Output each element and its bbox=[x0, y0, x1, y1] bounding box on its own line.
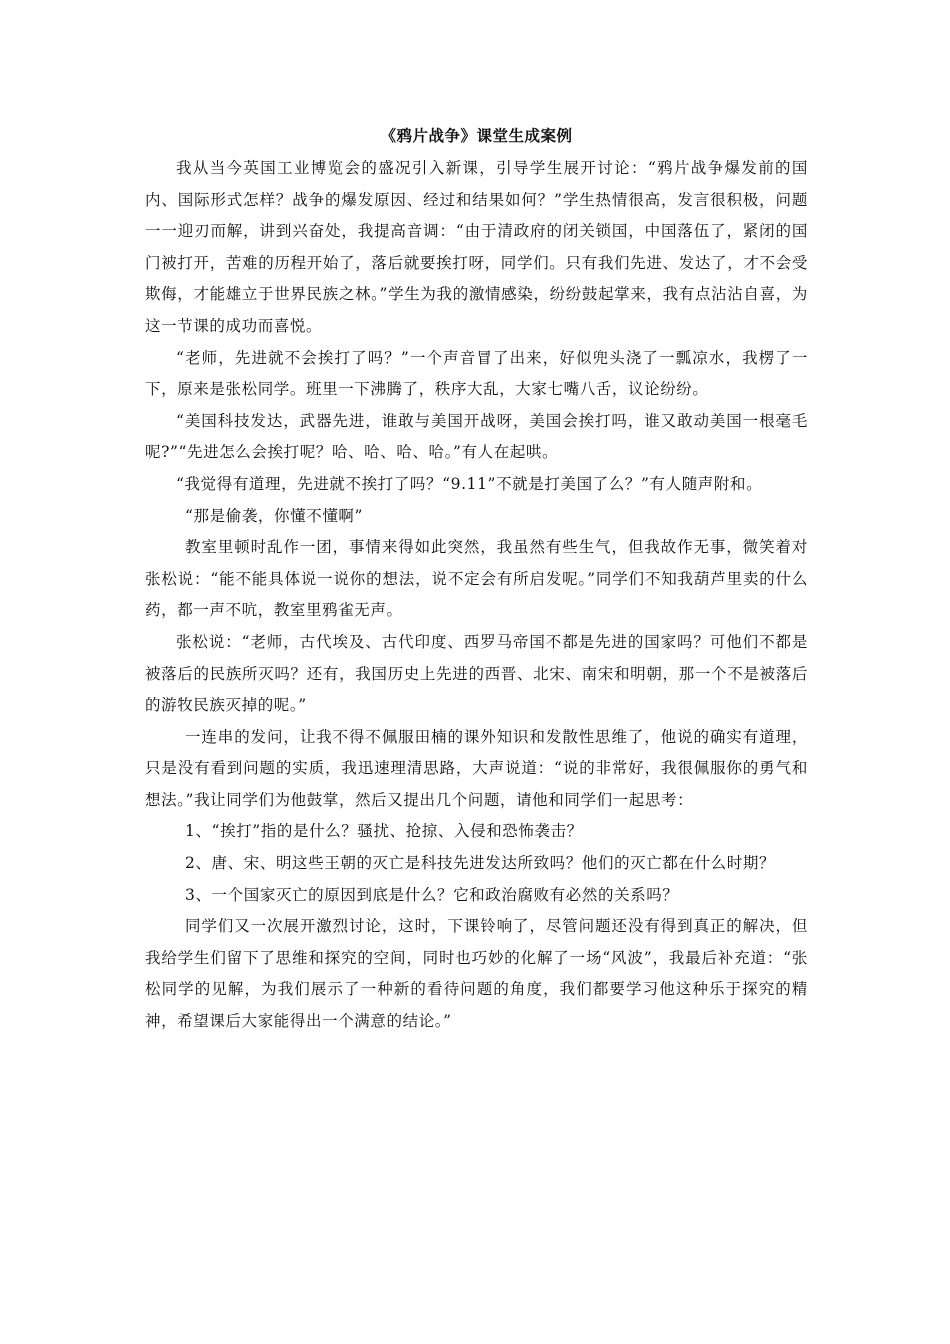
paragraph-sneak-attack: “那是偷袭，你懂不懂啊” bbox=[185, 506, 364, 525]
paragraph-zhangsong-speech: 张松说：“老师，古代埃及、古代印度、西罗马帝国不都是先进的国家吗？可他们不都是被落后的民族所灭吗？还有，我国历史上先进的西晋、北宋、南宋和明朝，那一个不是被落后的游牧民族灭掉的呢。” bbox=[145, 632, 808, 715]
document-page bbox=[145, 125, 808, 1038]
list-item-question-2: 2、唐、宋、明这些王朝的灭亡是科技先进发达所致吗？他们的灭亡都在什么时期？ bbox=[185, 854, 776, 873]
paragraph-911: “我觉得有道理，先进就不挨打了吗？“9.11”不就是打美国了么？”有人随声附和。 bbox=[176, 474, 763, 493]
paragraph-usa-debate: “美国科技发达，武器先进，谁敢与美国开战呀，美国会挨打吗，谁又敢动美国一根毫毛呢?”“先进怎么会挨打呢？哈、哈、哈、哈。”有人在起哄。 bbox=[145, 411, 808, 462]
paragraph-intro: 我从当今英国工业博览会的盛况引入新课，引导学生展开讨论：“鸦片战争爆发前的国内、国际形式怎样？战争的爆发原因、经过和结果如何？”学生热情很高，发言很积极，问题一一迎刃而解，讲到兴奋处，我提高音调：“由于清政府的闭关锁国，中国落伍了，紧闭的国门被打开，苦难的历程开始了，落后就要挨打呀，同学们。只有我们先进、发达了，才不会受欺侮，才能雄立于世界民族之林。”学生为我的激情感染，纷纷鼓起掌来，我有点沾沾自喜，为这一节课的成功而喜悦。 bbox=[145, 159, 808, 335]
list-item-question-1: 1、“挨打”指的是什么？骚扰、抢掠、入侵和恐怖袭击？ bbox=[185, 822, 583, 841]
list-item-question-3: 3、一个国家灭亡的原因到底是什么？它和政治腐败有必然的关系吗？ bbox=[185, 885, 679, 904]
paragraph-teacher-response: 一连串的发问，让我不得不佩服田楠的课外知识和发散性思维了，他说的确实有道理，只是没有看到问题的实质，我迅速理清思路，大声说道：“说的非常好，我很佩服你的勇气和想法。”我让同学们为他鼓掌，然后又提出几个问题，请他和同学们一起思考： bbox=[145, 727, 808, 809]
document-title: 《鸦片战争》课堂生成案例 bbox=[380, 126, 573, 145]
paragraph-classroom-chaos: 教室里顿时乱作一团，事情来得如此突然，我虽然有些生气，但我故作无事，微笑着对张松说：“能不能具体说一说你的想法，说不定会有所启发呢。”同学们不知我葫芦里卖的什么药，都一声不吭，教室里鸦雀无声。 bbox=[145, 538, 808, 620]
paragraph-conclusion: 同学们又一次展开激烈讨论，这时，下课铃响了，尽管问题还没有得到真正的解决，但我给学生们留下了思维和探究的空间，同时也巧妙的化解了一场“风波”，我最后补充道：“张松同学的见解，为我们展示了一种新的看待问题的角度，我们都要学习他这种乐于探究的精神，希望课后大家能得出一个满意的结论。” bbox=[145, 917, 808, 1031]
paragraph-question: “老师，先进就不会挨打了吗？”一个声音冒了出来，好似兜头浇了一瓢凉水，我楞了一下，原来是张松同学。班里一下沸腾了，秩序大乱，大家七嘴八舌，议论纷纷。 bbox=[145, 348, 808, 399]
